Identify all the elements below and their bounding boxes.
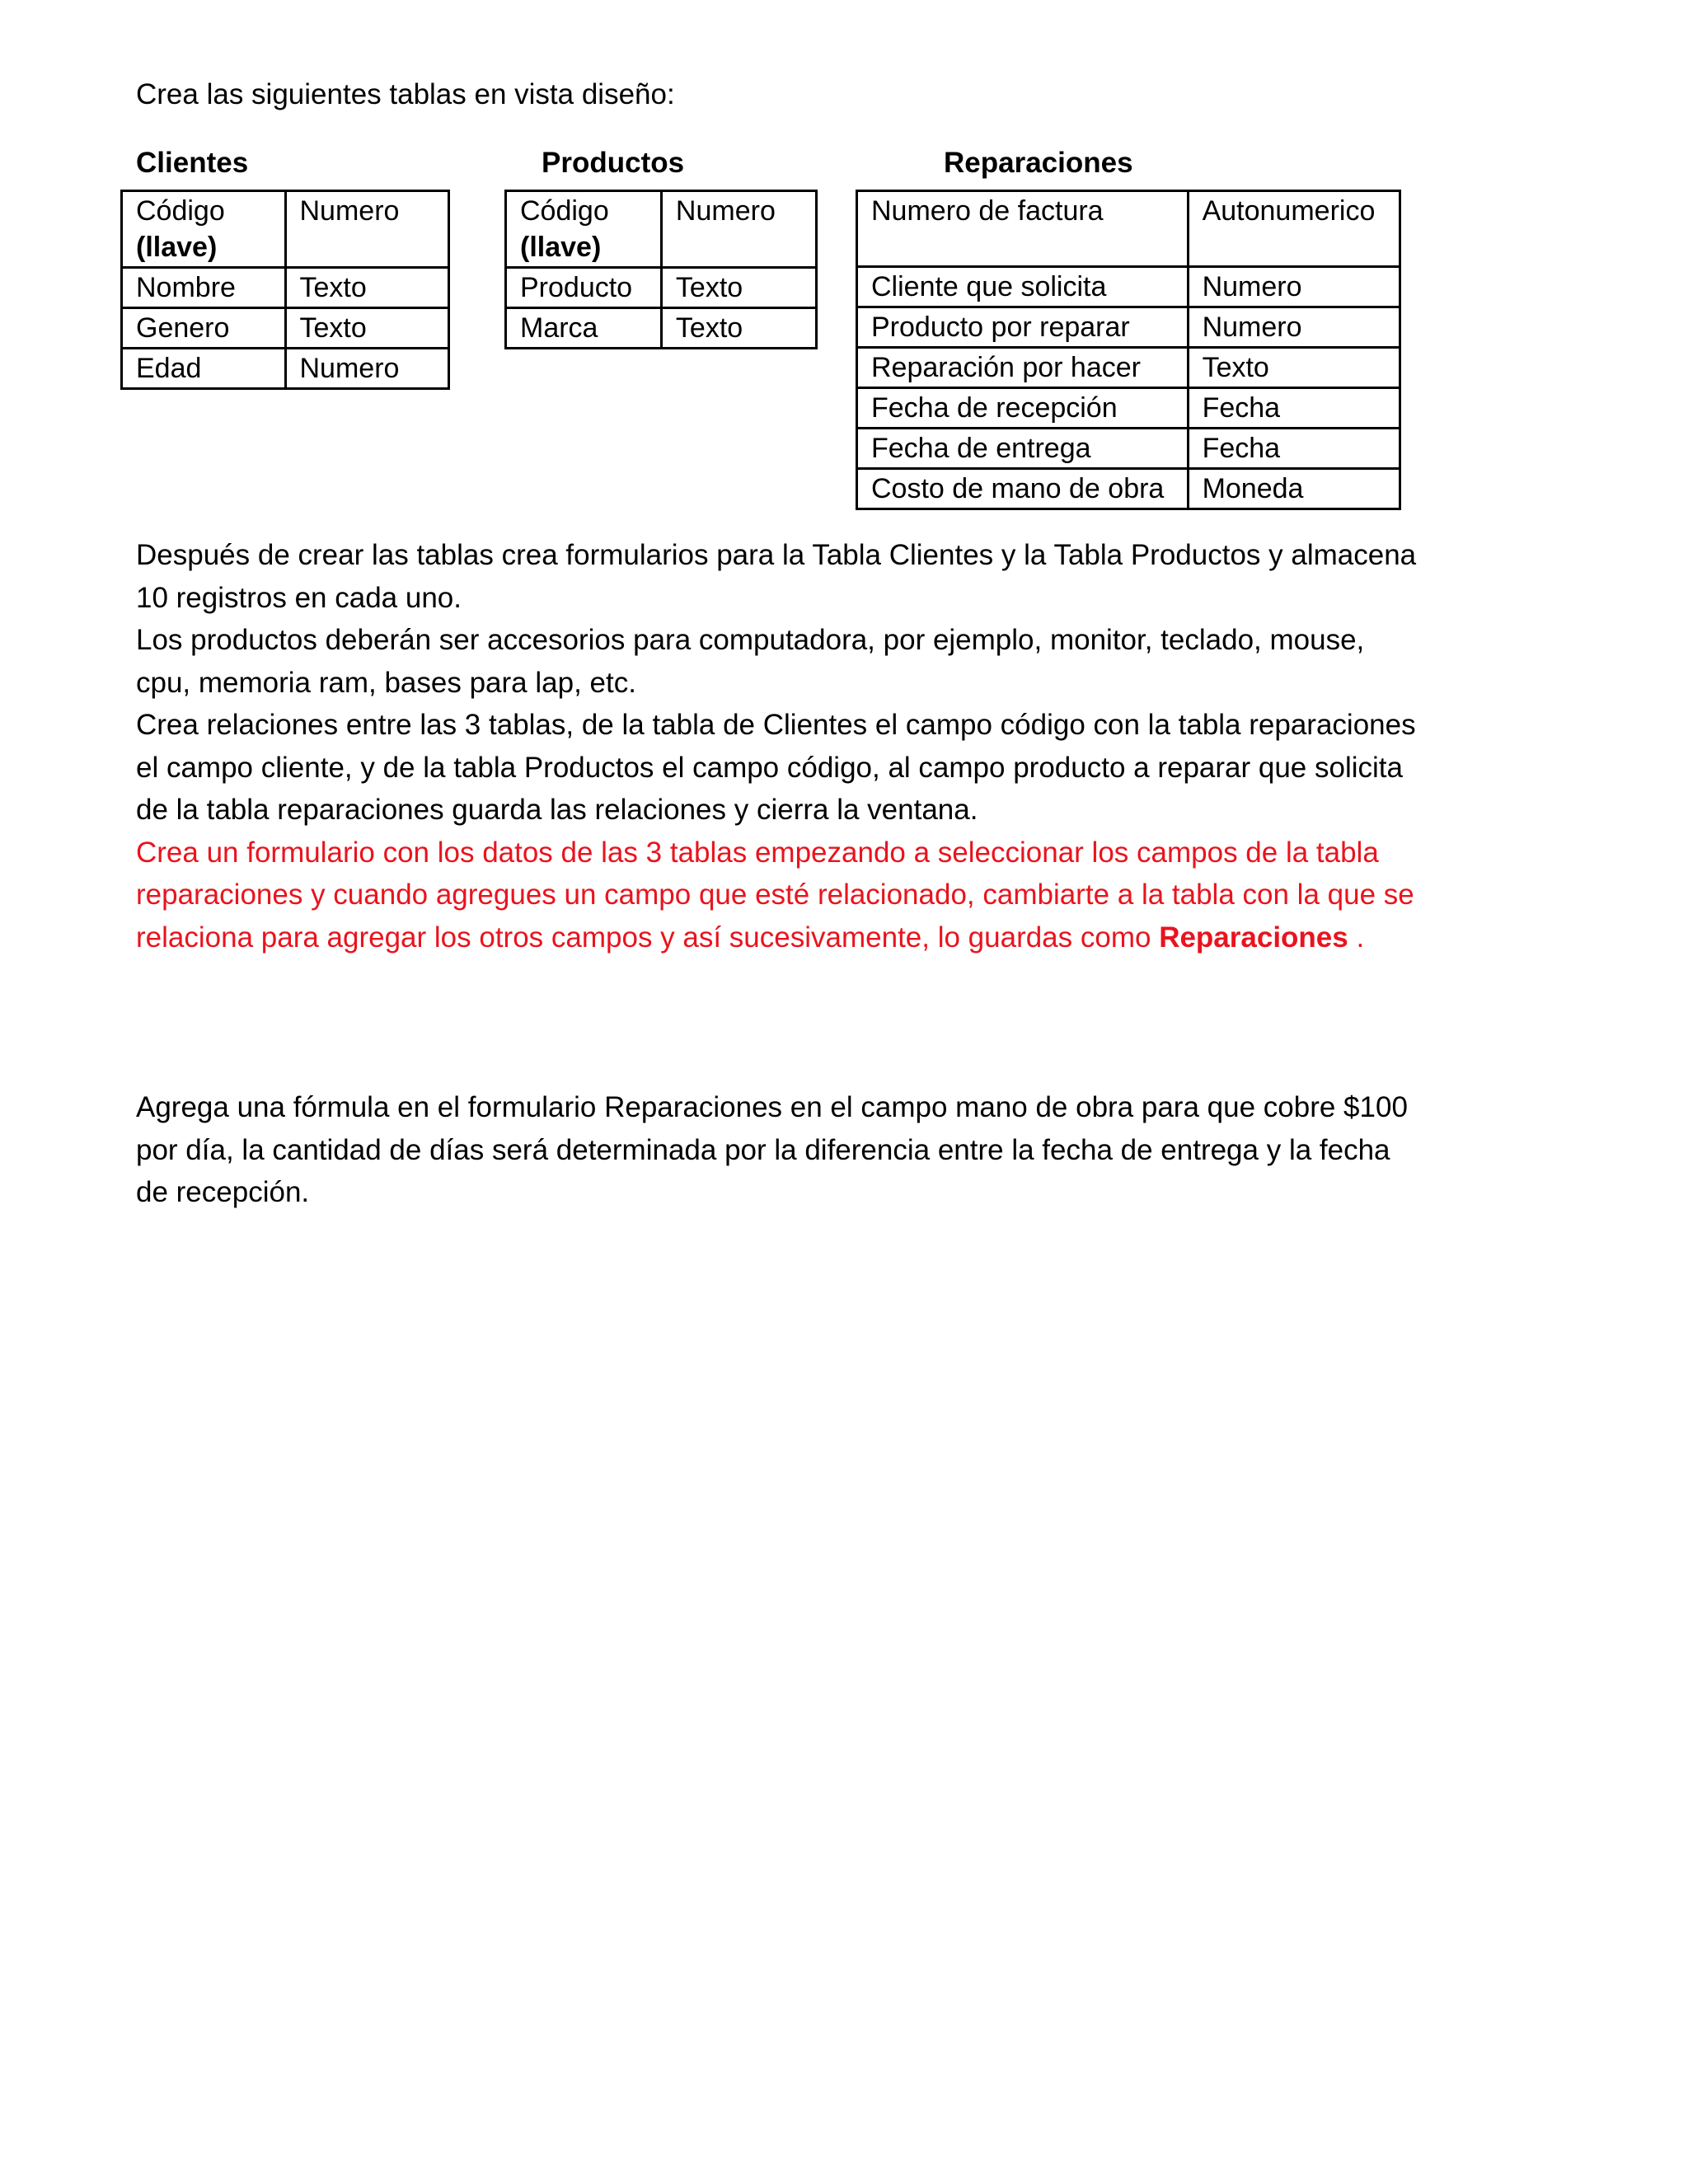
type-cell: Texto — [661, 268, 816, 308]
instruction-formula: Agrega una fórmula en el formulario Reparaciones en el campo mano de obra para que cobre $100 por día, la cantidad de días será determinada por la diferencia entre la fecha de entrega y la fecha de recepción. — [136, 1091, 1408, 1208]
productos-title: Productos — [542, 147, 685, 179]
formula-block — [136, 1086, 1422, 1214]
type-cell: Numero — [285, 191, 449, 268]
field-cell — [506, 191, 662, 268]
field-note: (llave) — [136, 232, 218, 263]
field-cell: Nombre — [122, 268, 286, 308]
productos-table — [504, 190, 818, 349]
table-row — [857, 307, 1400, 348]
field-cell: Producto — [506, 268, 662, 308]
type-cell: Numero — [285, 349, 449, 389]
type-cell: Moneda — [1188, 469, 1400, 509]
table-row — [857, 267, 1400, 307]
field-cell: Edad — [122, 349, 286, 389]
type-cell: Numero — [1188, 267, 1400, 307]
table-row — [857, 469, 1400, 509]
intro-text: Crea las siguientes tablas en vista diseño: — [136, 78, 675, 110]
table-row — [506, 191, 817, 268]
instruction-form-end: . — [1348, 921, 1365, 954]
table-row — [122, 268, 449, 308]
instruction-form-text: Crea un formulario con los datos de las 3 tablas empezando a seleccionar los campos de la tabla reparaciones y cuando agregues un campo que esté relacionado, cambiarte a la tabla con la que se relaciona para agregar los otros campos y así sucesivamente, lo guardas como — [136, 836, 1414, 954]
table-row — [857, 388, 1400, 429]
reparaciones-title: Reparaciones — [944, 147, 1133, 179]
type-cell: Fecha — [1188, 388, 1400, 429]
type-cell: Numero — [1188, 307, 1400, 348]
table-row — [857, 191, 1400, 267]
table-row — [857, 429, 1400, 469]
field-cell: Marca — [506, 308, 662, 349]
field-cell: Fecha de entrega — [857, 429, 1189, 469]
table-row — [122, 191, 449, 268]
type-cell: Texto — [1188, 348, 1400, 388]
type-cell: Fecha — [1188, 429, 1400, 469]
instructions-block — [136, 534, 1422, 958]
type-cell: Texto — [661, 308, 816, 349]
table-row — [122, 308, 449, 349]
table-row — [857, 348, 1400, 388]
field-cell: Fecha de recepción — [857, 388, 1189, 429]
clientes-table — [120, 190, 450, 390]
table-row — [506, 308, 817, 349]
field-cell — [122, 191, 286, 268]
instruction-form-reparaciones — [136, 832, 1422, 959]
type-cell: Autonumerico — [1188, 191, 1400, 267]
field-note: (llave) — [520, 232, 602, 263]
field-name: Código — [520, 195, 609, 227]
clientes-title: Clientes — [136, 147, 249, 179]
reparaciones-table — [856, 190, 1401, 510]
field-cell: Genero — [122, 308, 286, 349]
field-name: Código — [136, 195, 225, 227]
field-cell: Numero de factura — [857, 191, 1189, 267]
type-cell: Numero — [661, 191, 816, 268]
table-row — [506, 268, 817, 308]
type-cell: Texto — [285, 308, 449, 349]
field-cell: Costo de mano de obra — [857, 469, 1189, 509]
table-row — [122, 349, 449, 389]
instruction-forms: Después de crear las tablas crea formularios para la Tabla Clientes y la Tabla Productos y almacena 10 registros en cada uno. — [136, 539, 1417, 614]
instruction-relations: Crea relaciones entre las 3 tablas, de la tabla de Clientes el campo código con la tabla reparaciones el campo cliente, y de la tabla Productos el campo código, al campo producto a reparar que solicita de la tabla reparaciones guarda las relaciones y cierra la ventana. — [136, 709, 1416, 826]
instruction-products: Los productos deberán ser accesorios para computadora, por ejemplo, monitor, teclado, mouse, cpu, memoria ram, bases para lap, etc. — [136, 624, 1365, 699]
type-cell: Texto — [285, 268, 449, 308]
field-cell: Cliente que solicita — [857, 267, 1189, 307]
field-cell: Reparación por hacer — [857, 348, 1189, 388]
field-cell: Producto por reparar — [857, 307, 1189, 348]
instruction-form-name: Reparaciones — [1159, 921, 1348, 954]
